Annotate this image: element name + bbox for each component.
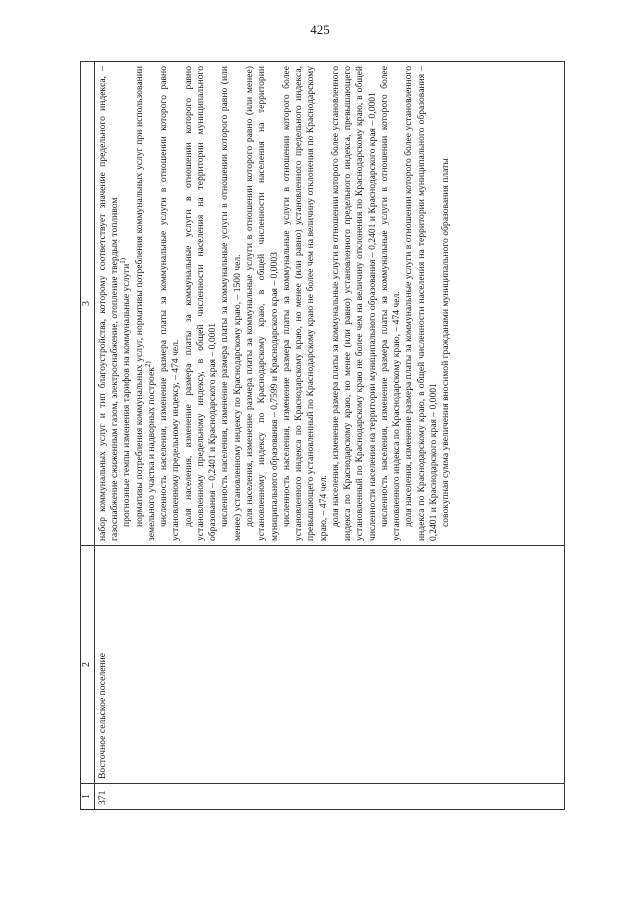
detail-paragraph: доля населения, изменение размера платы за коммунальные услуги в отношении которого более установленного индекса по Краснодарскому краю, но менее (или равно) установленного предельного индекса, превышающего установленный по Краснодарскому краю не более чем на величину отклонения по Краснодарскому краю, в общей численности населения на территории муниципального образования – 0,2401 и Краснодарского края – 0,0001 [329, 66, 378, 541]
rotated-table-wrapper [80, 62, 565, 810]
header-col-1: 1 [81, 784, 95, 810]
detail-paragraph: численность населения, изменение размера платы за коммунальные услуги в отношении которого равно установленному предельному индексу, – 474 чел. [158, 66, 182, 541]
detail-paragraph: нормативы потребления коммунальных услуг, нормативы потребления коммунальных услуг при использовании земельного участка и надворных построек$^{2)}$ [133, 66, 157, 541]
table-row [94, 62, 564, 810]
detail-paragraph: совокупная сумма увеличения вносимой гражданами муниципального образования платы [440, 158, 452, 527]
detail-paragraph: доля населения, изменение размера платы за коммунальные услуги в отношении которого равно (или менее) установленному индексу по Краснодарскому краю, в общей численности населения на территории муниципального образования – 0,7599 и Краснодарского края – 0,0003 [243, 66, 280, 541]
settlement-name: Восточное сельское поселение [94, 546, 564, 784]
page-number: 425 [310, 22, 330, 37]
row-number: 371 [94, 784, 564, 810]
tariff-table [80, 61, 565, 810]
detail-paragraph: доля населения, изменение размера платы за коммунальные услуги в отношении которого более установленного индекса по Краснодарскому краю, в общей численности населения на территории муниципального образования – 0,2401 и Краснодарского края – 0,0001 [403, 66, 439, 541]
detail-paragraph: численность населения, изменение размера платы за коммунальные услуги в отношении которого более установленного индекса по Краснодарскому краю, – 474 чел. [378, 66, 403, 541]
details-cell [94, 62, 564, 546]
detail-paragraph: численность населения, изменение размера платы за коммунальные услуги в отношении которого более установленного индекса по Краснодарскому краю, но менее (или равно) установленного предельного индекса, превышающего установленный по Краснодарскому краю не более чем на величину отклонения по Краснодарскому краю, – 474 чел. [280, 66, 329, 541]
detail-paragraph: набор коммунальных услуг и тип благоустройства, которому соответствует значение предельного индекса, – газоснабжение сжиженным газом, электроснабжение, отопление твердым топливом [96, 66, 121, 541]
detail-paragraph: доля населения, изменение размера платы за коммунальные услуги в отношении которого равно установленному предельному индексу, в общей численности населения на территории муниципального образования – 0,2401 и Краснодарского края – 0,0001 [182, 66, 219, 541]
detail-paragraph: численность населения, изменение размера платы за коммунальные услуги в отношении которого равно (или менее) установленному индексу по Краснодарскому краю, – 1500 чел. [219, 66, 243, 541]
detail-paragraph: прогнозные темпы изменения тарифов на коммунальные услуги$^{1)}$ [119, 257, 133, 527]
header-col-2: 2 [81, 546, 95, 784]
header-col-3: 3 [81, 62, 95, 546]
header-row [81, 62, 95, 810]
